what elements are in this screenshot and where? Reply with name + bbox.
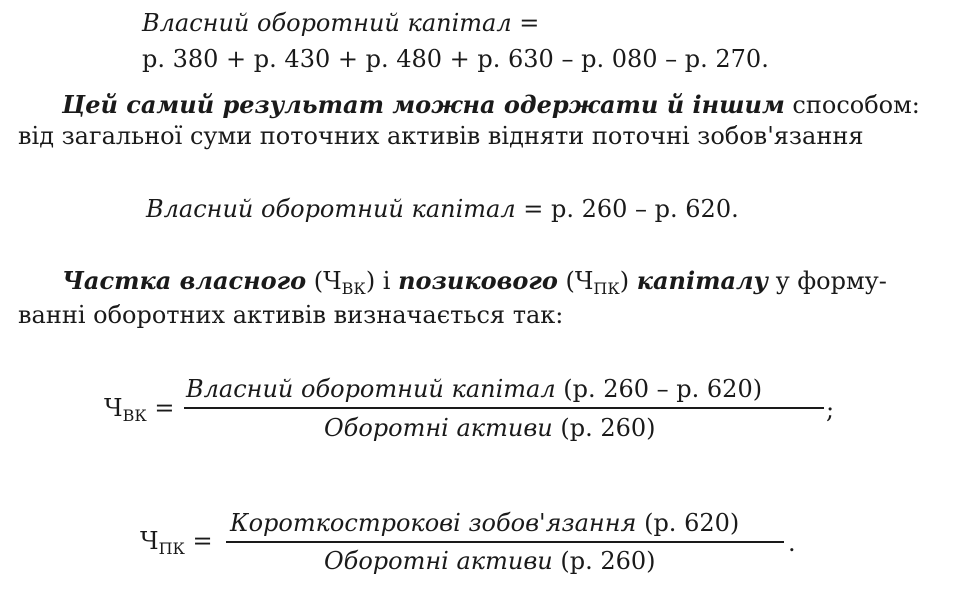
paragraph2-text-c: (Ч <box>557 267 594 295</box>
formula3-equals: = <box>146 394 175 422</box>
formula4-denominator <box>324 546 656 576</box>
paragraph1-emphasis: Цей самий результат можна одержати й іншим <box>62 90 785 119</box>
paragraph2-text-b: ) і <box>365 267 399 295</box>
formula4-equals: = <box>184 527 213 555</box>
formula4-num-rest: (р. 620) <box>636 509 740 537</box>
paragraph2-sub-pk: ПК <box>593 279 620 298</box>
formula4-numerator <box>230 508 739 538</box>
formula4-period: . <box>788 529 796 557</box>
paragraph2-emph-capital: капіталу <box>636 266 768 295</box>
formula4-lhs <box>140 526 213 564</box>
paragraph2-line2: ванні оборотних активів визначається так: <box>18 301 564 329</box>
formula4-den-rest: (р. 260) <box>552 547 656 575</box>
formula3-lhs-sub: ВК <box>122 406 147 425</box>
formula1-expression: р. 380 + р. 430 + р. 480 + р. 630 – р. 080 – р. 270. <box>142 45 769 73</box>
formula2-label: Власний оборотний капітал <box>146 195 516 223</box>
formula1-label: Власний оборотний капітал = <box>142 9 540 37</box>
paragraph2-text-a: (Ч <box>306 267 342 295</box>
paragraph1-lead-rest: способом: <box>784 91 920 119</box>
paragraph2-emph-own: Частка власного <box>62 266 307 295</box>
formula4-fraction-bar <box>226 541 784 543</box>
formula3-num-rest: (р. 260 – р. 620) <box>555 375 763 403</box>
formula3-den-italic: Оборотні активи <box>324 414 553 442</box>
paragraph2-sub-vk: ВК <box>341 279 366 298</box>
paragraph2-emph-borrowed: позикового <box>398 266 558 295</box>
formula3-num-italic: Власний оборотний капітал <box>186 375 556 403</box>
paragraph2-text-d: ) <box>619 267 637 295</box>
formula3-semicolon: ; <box>826 396 835 424</box>
formula4-lhs-sub: ПК <box>158 539 185 558</box>
formula3-lhs-main: Ч <box>104 394 123 422</box>
formula4-lhs-main: Ч <box>140 527 159 555</box>
paragraph2-text-e: у форму- <box>767 267 887 295</box>
paragraph1-line2: від загальної суми поточних активів відняти поточні зобов'язання <box>18 122 864 150</box>
formula4-num-italic: Короткострокові зобов'язання <box>230 509 637 537</box>
formula2-rest: = р. 260 – р. 620. <box>515 195 739 223</box>
formula3-den-rest: (р. 260) <box>552 414 656 442</box>
formula4-den-italic: Оборотні активи <box>324 547 553 575</box>
